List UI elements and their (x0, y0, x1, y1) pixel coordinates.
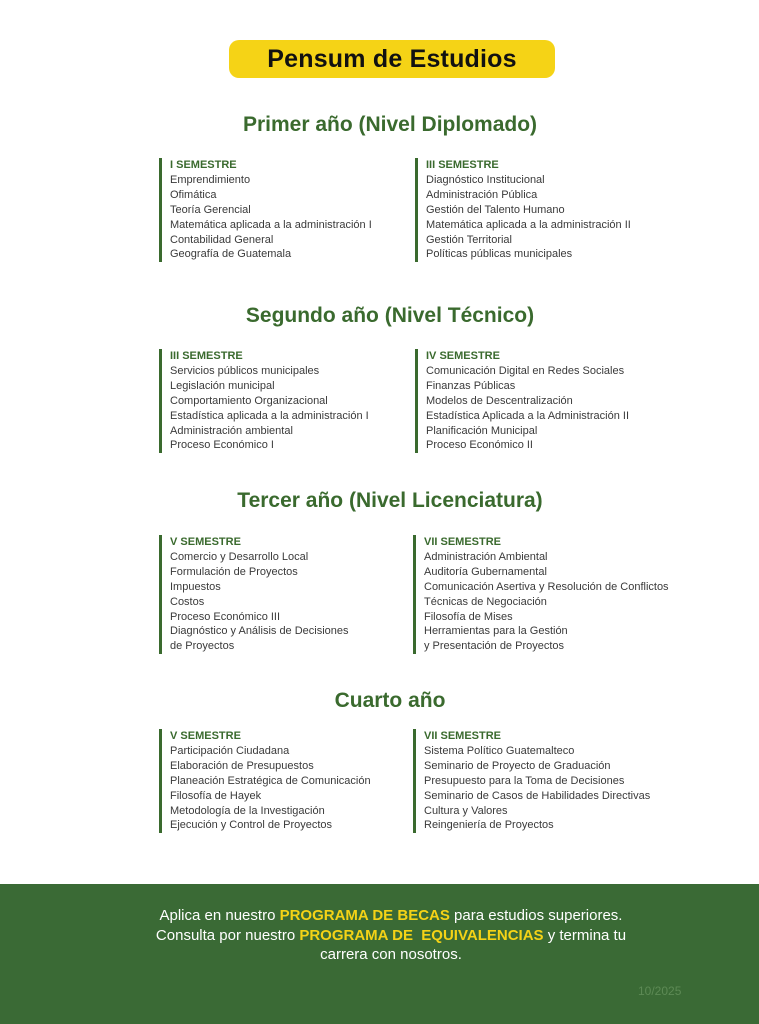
course-item: Servicios públicos municipales (170, 364, 320, 377)
course-item: Planificación Municipal (426, 424, 538, 437)
year-title-tercer: Tercer año (Nivel Licenciatura) (237, 489, 543, 512)
semester-column (415, 349, 629, 453)
semester-column (159, 349, 369, 453)
course-item: Matemática aplicada a la administración II (426, 218, 631, 231)
footer-banner (0, 884, 759, 1024)
semester-column (159, 158, 372, 262)
course-item: Cultura y Valores (424, 804, 508, 817)
course-item: Comportamiento Organizacional (170, 394, 328, 407)
page-title: Pensum de Estudios (229, 40, 555, 78)
semester-column (159, 535, 349, 654)
semester-column (413, 729, 650, 833)
course-item: Participación Ciudadana (170, 744, 290, 757)
course-item: Reingeniería de Proyectos (424, 819, 554, 832)
course-item: Administración ambiental (170, 424, 293, 437)
course-item: Filosofía de Hayek (170, 789, 262, 802)
course-item: Metodología de la Investigación (170, 804, 325, 817)
course-item: Legislación municipal (170, 379, 275, 392)
course-item: Administración Ambiental (424, 550, 548, 563)
course-item: Comunicación Digital en Redes Sociales (426, 364, 625, 377)
semester-column (159, 729, 371, 833)
footer-line-1 (0, 906, 759, 926)
semester-column (415, 158, 631, 262)
course-item: Diagnóstico y Análisis de Decisiones (170, 625, 349, 638)
course-item: Diagnóstico Institucional (426, 173, 545, 186)
semester-heading: VII SEMESTRE (424, 536, 502, 548)
course-item: de Proyectos (170, 640, 235, 653)
course-item: Finanzas Públicas (426, 379, 516, 392)
footer-date: 10/2025 (638, 984, 682, 998)
course-item: Herramientas para la Gestión (424, 625, 568, 638)
course-item: Contabilidad General (170, 233, 274, 246)
course-item: Seminario de Casos de Habilidades Directivas (424, 789, 651, 802)
equivalency-program-highlight: PROGRAMA DE EQUIVALENCIAS (299, 926, 544, 944)
footer-text: y termina tu (543, 926, 627, 944)
course-item: Proceso Económico III (170, 610, 281, 623)
course-item: Modelos de Descentralización (426, 394, 573, 407)
scholarship-program-highlight: PROGRAMA DE BECAS (279, 907, 450, 924)
semester-heading: V SEMESTRE (170, 730, 241, 742)
course-item: Ejecución y Control de Proyectos (170, 819, 333, 832)
course-item: Geografía de Guatemala (170, 248, 292, 261)
footer-text: Aplica en nuestro (159, 907, 280, 924)
year-title-segundo: Segundo año (Nivel Técnico) (245, 304, 535, 327)
course-item: Impuestos (170, 580, 221, 593)
year-title-cuarto: Cuarto año (334, 689, 446, 712)
course-item: Formulación de Proyectos (170, 565, 298, 578)
course-item: Ofimática (170, 188, 217, 201)
year-title-primer: Primer año (Nivel Diplomado) (242, 113, 538, 136)
course-item: Presupuesto para la Toma de Decisiones (424, 774, 625, 787)
semester-heading: IV SEMESTRE (426, 350, 500, 362)
footer-text: para estudios superiores. (449, 907, 623, 924)
course-item: Comunicación Asertiva y Resolución de Conflictos (424, 580, 669, 593)
course-item: Políticas públicas municipales (426, 248, 573, 261)
course-item: Filosofía de Mises (424, 610, 513, 623)
course-item: Seminario de Proyecto de Graduación (424, 759, 611, 772)
course-item: Estadística Aplicada a la Administración II (426, 409, 629, 422)
footer-text: Consulta por nuestro (155, 926, 300, 944)
course-item: y Presentación de Proyectos (424, 640, 565, 653)
course-item: Proceso Económico I (170, 439, 274, 452)
footer-line-3: carrera con nosotros. (320, 946, 462, 963)
course-item: Estadística aplicada a la administración I (170, 409, 369, 422)
course-item: Comercio y Desarrollo Local (170, 550, 309, 563)
course-item: Auditoría Gubernamental (424, 565, 547, 578)
course-item: Teoría Gerencial (170, 203, 251, 216)
course-item: Planeación Estratégica de Comunicación (170, 774, 371, 787)
semester-heading: VII SEMESTRE (424, 730, 502, 742)
footer-line-2 (0, 926, 759, 946)
course-item: Administración Pública (426, 188, 538, 201)
course-item: Técnicas de Negociación (424, 595, 547, 608)
course-item: Proceso Económico II (426, 439, 533, 452)
semester-heading: V SEMESTRE (170, 536, 241, 548)
footer-message (0, 906, 759, 965)
semester-heading: III SEMESTRE (426, 159, 499, 171)
course-item: Emprendimiento (170, 173, 251, 186)
semester-heading: I SEMESTRE (170, 159, 237, 171)
course-item: Elaboración de Presupuestos (170, 759, 314, 772)
course-item: Sistema Político Guatemalteco (424, 744, 575, 757)
course-item: Gestión del Talento Humano (426, 203, 565, 216)
course-item: Matemática aplicada a la administración I (170, 218, 372, 231)
semester-heading: III SEMESTRE (170, 350, 243, 362)
course-item: Gestión Territorial (426, 233, 512, 246)
semester-column (413, 535, 669, 654)
course-item: Costos (170, 595, 205, 608)
